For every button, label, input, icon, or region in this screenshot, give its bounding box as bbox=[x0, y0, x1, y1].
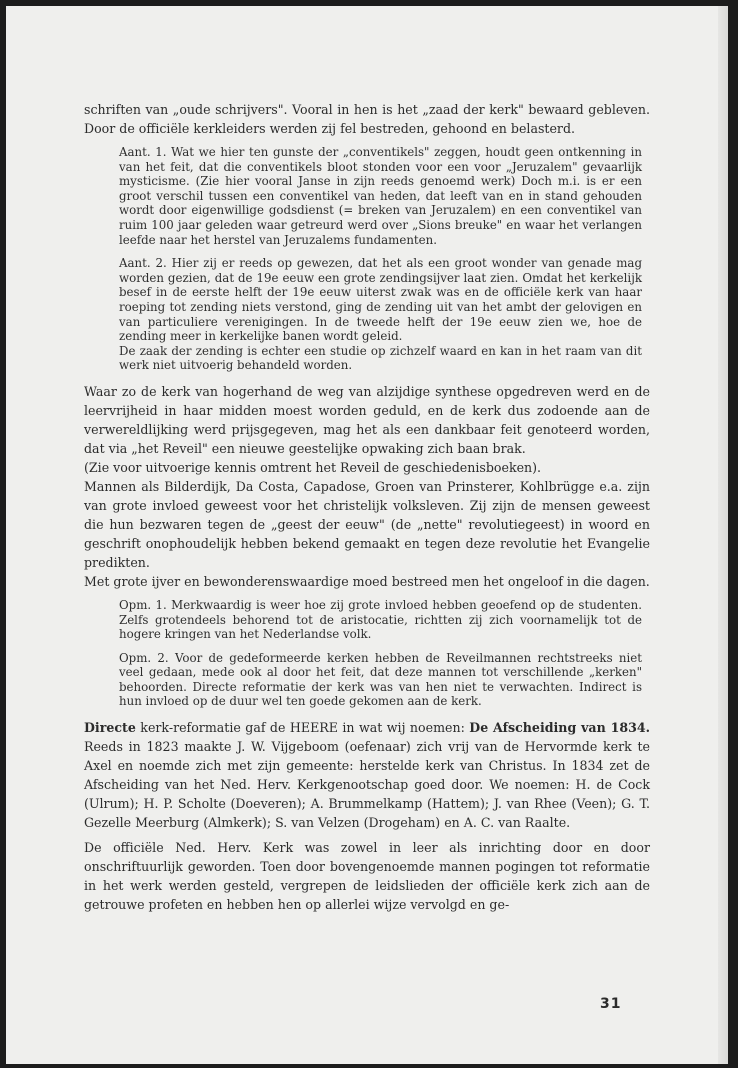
page-number: 31 bbox=[600, 996, 622, 1012]
paragraph-afscheiding bbox=[84, 718, 650, 832]
annotation-2-note: De zaak der zending is echter een studie op zichzelf waard en kan in het raam van dit werk niet uitvoerig behandeld worden. bbox=[119, 343, 642, 373]
remark-2: Opm. 2. Voor de gedeformeerde kerken hebben de Reveilmannen rechtstreeks niet veel gedaan, mede ook al door het feit, dat deze mannen tot verschillende „kerken" behoorden. Directe reformatie der kerk was van hen niet te verwachten. Indirect is hun invloed op de duur wel ten goede gekomen aan de kerk. bbox=[119, 650, 642, 709]
paragraph-reveil bbox=[84, 382, 650, 591]
directe-bold: Directe bbox=[84, 720, 136, 736]
afscheiding-intro: kerk-reformatie gaf de HEERE in wat wij noemen: bbox=[135, 720, 470, 736]
remark-1: Opm. 1. Merkwaardig is weer hoe zij grote invloed hebben geoefend op de studenten. Zelfs grotendeels behorend tot de aristocatie, richtten zij zich voornamelijk tot de hogere kringen van het Nederlandse volk. bbox=[119, 597, 642, 642]
reveil-text: Waar zo de kerk van hogerhand de weg van alzijdige synthese opgedreven werd en de leervrijheid in haar midden moest worden geduld, en de kerk dus zodoende aan de verwereldlijking werd prijsgegeven, mag het als een dankbaar feit genoteerd worden, dat via „het Reveil" een nieuwe geestelijke opwaking zich baan brak. bbox=[84, 383, 650, 456]
afscheiding-heading: De Afscheiding van 1834. bbox=[469, 720, 651, 736]
reveil-reference: (Zie voor uitvoerige kennis omtrent het Reveil de geschiedenisboeken). bbox=[84, 459, 542, 475]
reveil-men: Mannen als Bilderdijk, Da Costa, Capadose, Groen van Prinsterer, Kohlbrügge e.a. zijn van grote invloed geweest voor het christelijk volksleven. Zij zijn de mensen geweest die hun bezwaren tegen de „geest der eeuw" (de „nette" revolutiegeest) in woord en geschrift onophoudelijk hebben bekend gemaakt en tegen deze revolutie het Evangelie predikten. bbox=[84, 478, 650, 570]
paragraph-intro: schriften van „oude schrijvers". Vooral in hen is het „zaad der kerk" bewaard gebleven. Door de officiële kerkleiders werden zij fel bestreden, gehoond en belasterd. bbox=[84, 102, 650, 136]
paragraph-official-church: De officiële Ned. Herv. Kerk was zowel in leer als inrichting door en door onschriftuurlijk geworden. Toen door bovengenoemde mannen pogingen tot reformatie in het werk werden gesteld, vergrepen de leidslieden der officiële kerk zich aan de getrouwe profeten en hebben hen op allerlei wijze vervolgd en ge- bbox=[84, 840, 650, 913]
annotation-2 bbox=[119, 256, 642, 373]
book-page bbox=[6, 6, 728, 1064]
reveil-zeal: Met grote ijver en bewonderenswaardige moed bestreed men het ongeloof in die dagen. bbox=[84, 573, 650, 589]
annotation-1: Aant. 1. Wat we hier ten gunste der „conventikels" zeggen, houdt geen ontkenning in van het feit, dat die conventikels bloot stonden voor een voor „Jeruzalem" gevaarlijk mysticisme. (Zie hier vooral Janse in zijn reeds genoemd werk) Doch m.i. is er een groot verschil tussen een conventikel van heden, dat leeft van en in stand gehouden wordt door eigenwillige godsdienst (= breken van Jeruzalem) en een conventikel van ruim 100 jaar geleden waar getreurd werd over „Sions breuke" en waar het verlangen leefde naar het herstel van Jeruzalems fundamenten. bbox=[119, 145, 642, 247]
annotation-2-main: Aant. 2. Hier zij er reeds op gewezen, dat het als een groot wonder van genade mag worden gezien, dat de 19e eeuw een grote zendingsijver laat zien. Omdat het kerkelijk besef in de eerste helft der 19e eeuw uiterst zwak was en de officiële kerk van haar roeping tot zending niets verstond, ging de zending uit van het ambt der gelovigen en van particuliere verenigingen. In de tweede helft der 19e eeuw zien we, hoe de zending meer in kerkelijke banen wordt geleid. bbox=[119, 256, 642, 344]
page-text bbox=[84, 100, 650, 920]
afscheiding-text: Reeds in 1823 maakte J. W. Vijgeboom (oefenaar) zich vrij van de Hervormde kerk te Axel en noemde zich met zijn gemeente: herstelde kerk van Christus. In 1834 zet de Afscheiding van het Ned. Herv. Kerkgenootschap goed door. We noemen: H. de Cock (Ulrum); H. P. Scholte (Doeveren); A. Brummelkamp (Hattem); J. van Rhee (Veen); G. T. Gezelle Meerburg (Almkerk); S. van Velzen (Drogeham) en A. C. van Raalte. bbox=[84, 739, 650, 831]
